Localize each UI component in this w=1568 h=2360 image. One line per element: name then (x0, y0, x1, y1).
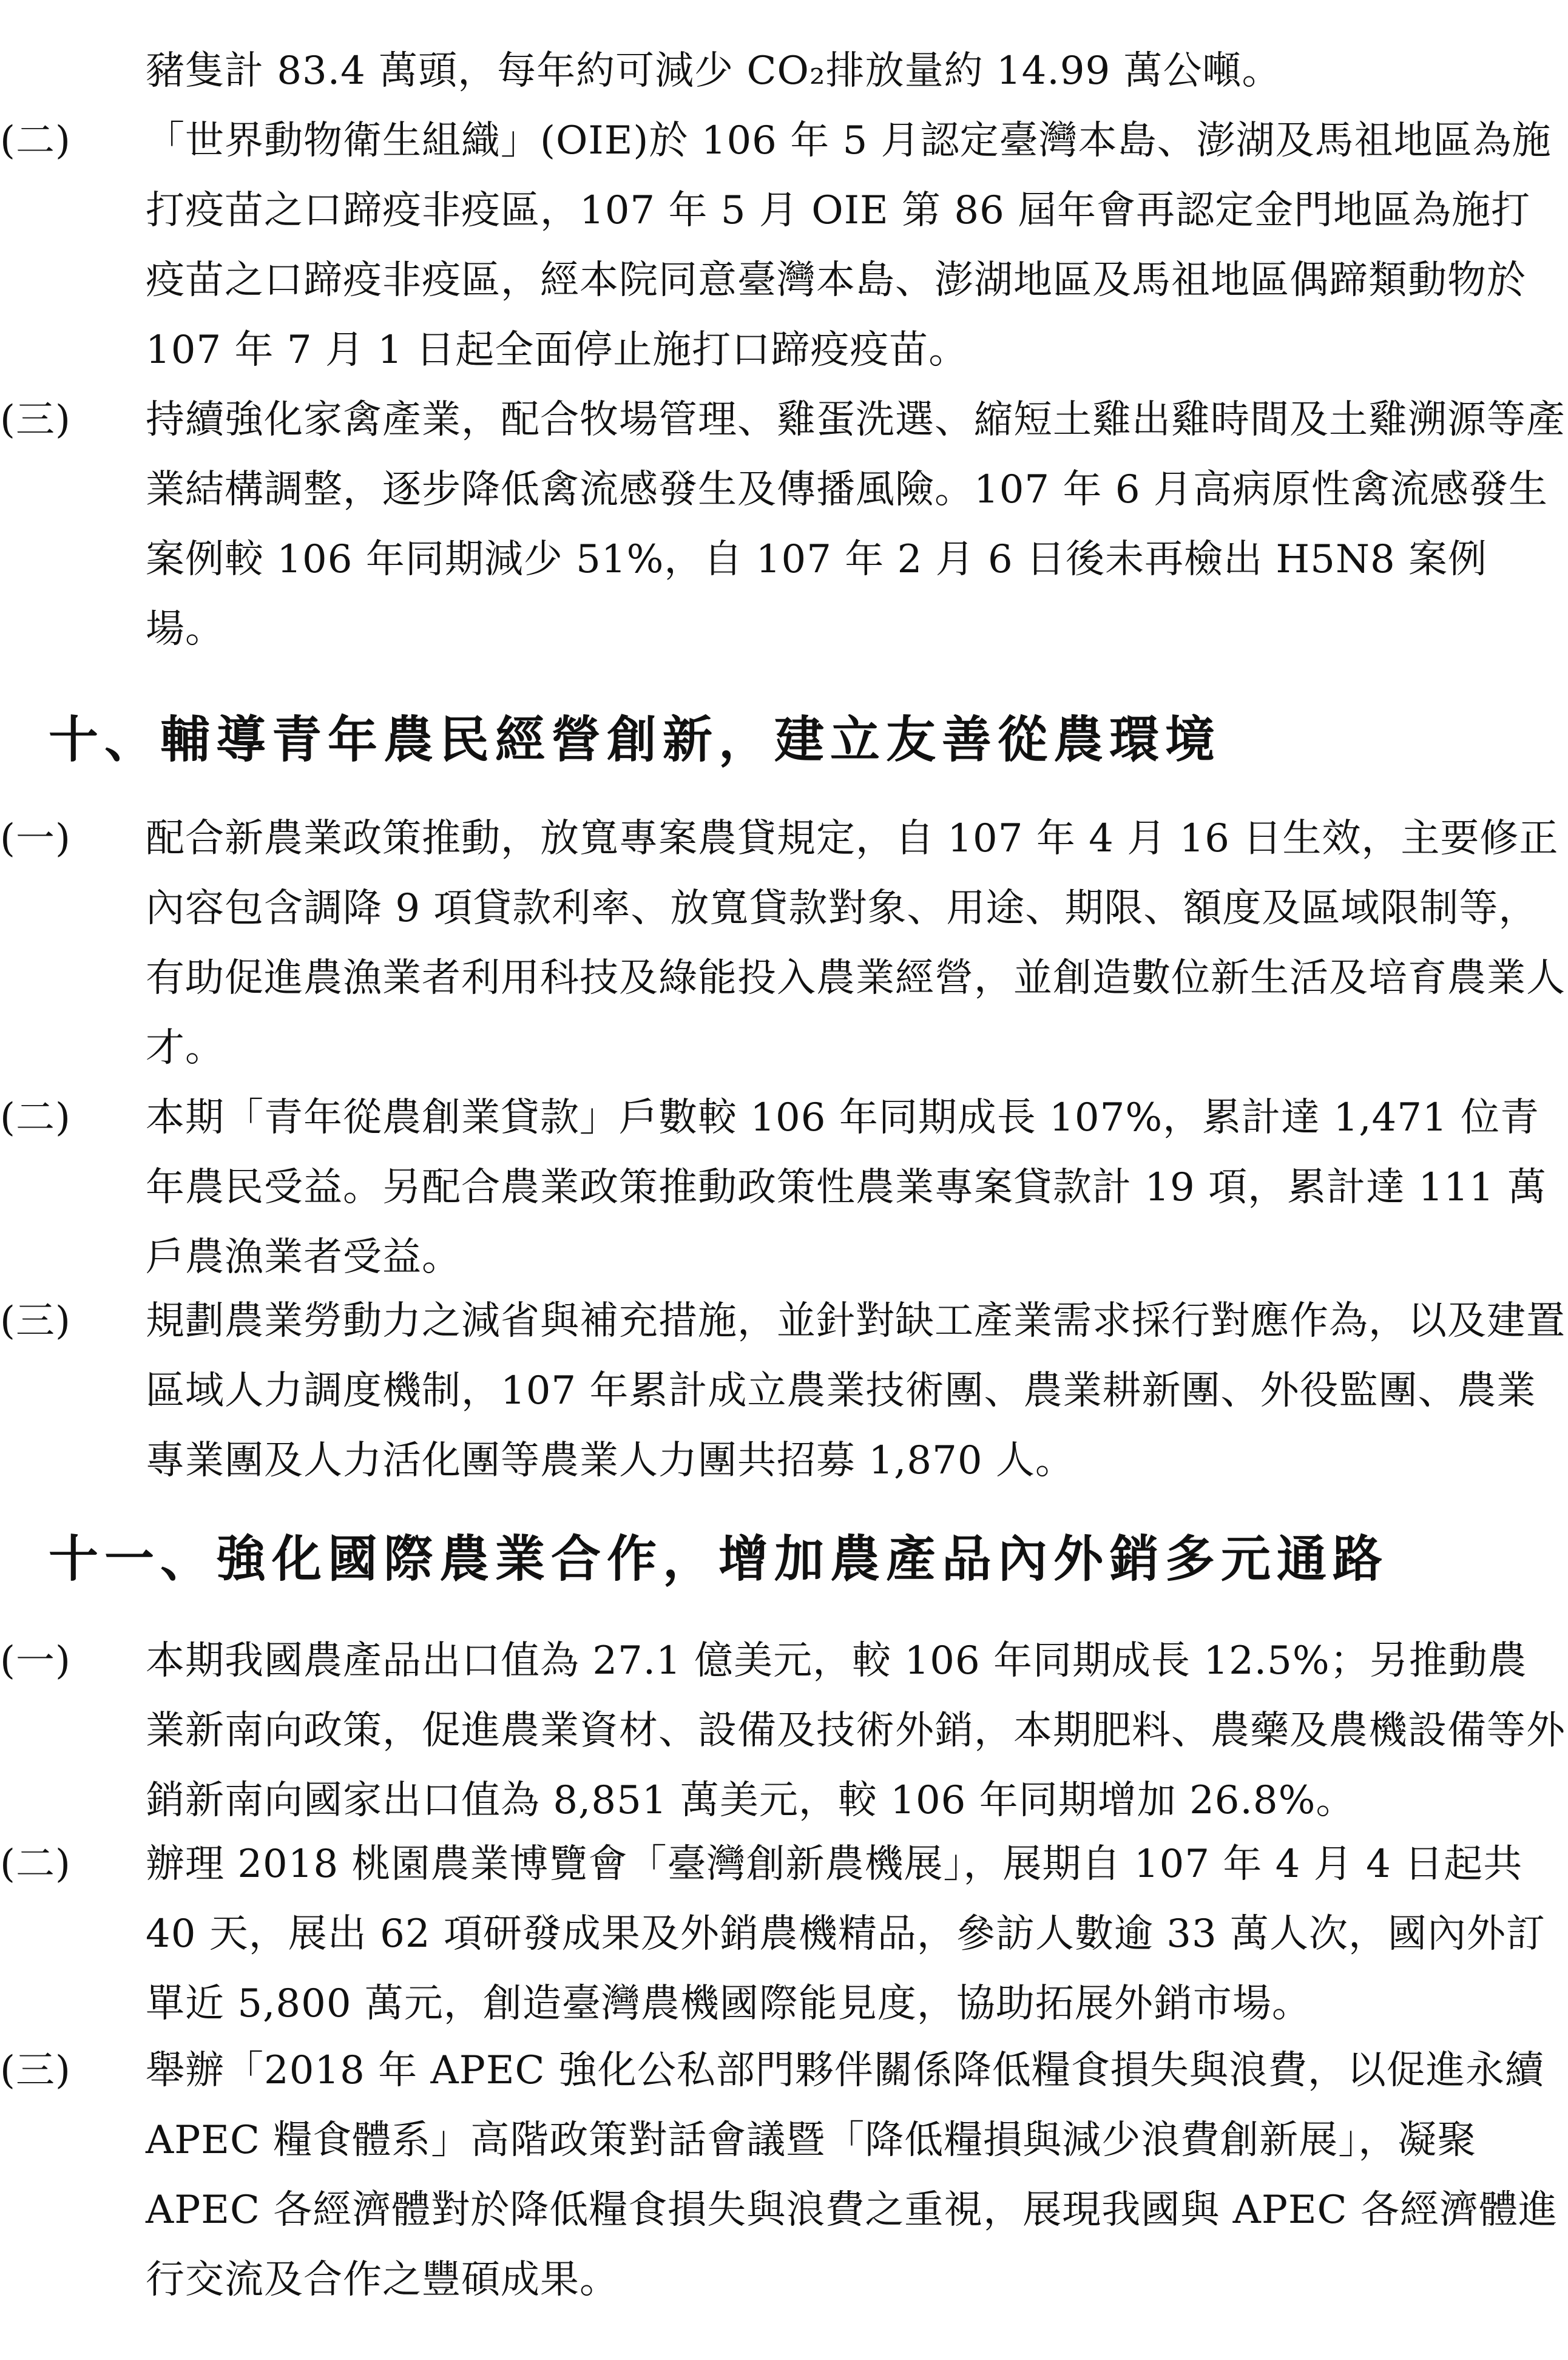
list-item (0, 385, 1566, 664)
item-number: (一) (0, 1638, 71, 1683)
item-text: 辦理 2018 桃園農業博覽會「臺灣創新農機展」，展期自 107 年 4 月 4 日起共 40 天，展出 62 項研發成果及外銷農機精品，參訪人數逾 33 萬人次，國內外訂單近 5,800 萬元，創造臺灣農機國際能見度，協助拓展外銷市場。 (146, 1842, 1546, 2026)
list-item (0, 1083, 1566, 1293)
item-text: 規劃農業勞動力之減省與補充措施，並針對缺工產業需求採行對應作為，以及建置區域人力調度機制，107 年累計成立農業技術團、農業耕新團、外役監團、農業專業團及人力活化團等農業人力團共招募 1,870 人。 (146, 1299, 1566, 1483)
section-heading: 十、輔導青年農民經營創新，建立友善從農環境 (49, 711, 1222, 769)
item-number: (二) (0, 1095, 71, 1140)
list-item (0, 804, 1566, 1083)
list-item (0, 1287, 1566, 1496)
list-item (0, 106, 1566, 385)
item-text: 「世界動物衛生組織」(OIE)於 106 年 5 月認定臺灣本島、澎湖及馬祖地區為施打疫苗之口蹄疫非疫區，107 年 5 月 OIE 第 86 屆年會再認定金門地區為施打疫苗之口蹄疫非疫區，經本院同意臺灣本島、澎湖地區及馬祖地區偶蹄類動物於 107 年 7 月 1 日起全面停止施打口蹄疫疫苗。 (146, 118, 1552, 373)
item-number: (二) (0, 118, 71, 163)
item-text: 本期「青年從農創業貸款」戶數較 106 年同期成長 107%，累計達 1,471 位青年農民受益。另配合農業政策推動政策性農業專案貸款計 19 項，累計達 111 萬戶農漁業者受益。 (146, 1095, 1547, 1280)
item-number: (三) (0, 397, 71, 442)
item-text: 本期我國農產品出口值為 27.1 億美元，較 106 年同期成長 12.5%；另推動農業新南向政策，促進農業資材、設備及技術外銷，本期肥料、農藥及農機設備等外銷新南向國家出口值為 8,851 萬美元，較 106 年同期增加 26.8%。 (146, 1638, 1566, 1823)
list-item (0, 1830, 1566, 2039)
item-number: (三) (0, 1299, 71, 1344)
list-item (0, 2036, 1566, 2315)
item-text: 舉辦「2018 年 APEC 強化公私部門夥伴關係降低糧食損失與浪費，以促進永續 APEC 糧食體系」高階政策對話會議暨「降低糧損與減少浪費創新展」，凝聚 APEC 各經濟體對於降低糧食損失與浪費之重視，展現我國與 APEC 各經濟體進行交流及合作之豐碩成果。 (146, 2048, 1558, 2302)
continuation-text: 豬隻計 83.4 萬頭，每年約可減少 CO₂排放量約 14.99 萬公噸。 (146, 49, 1282, 93)
item-number: (三) (0, 2048, 71, 2093)
item-text: 持續強化家禽產業，配合牧場管理、雞蛋洗選、縮短土雞出雞時間及土雞溯源等產業結構調整，逐步降低禽流感發生及傳播風險。107 年 6 月高病原性禽流感發生案例較 106 年同期減少 51%，自 107 年 2 月 6 日後未再檢出 H5N8 案例場。 (146, 397, 1566, 652)
item-number: (二) (0, 1842, 71, 1887)
item-text: 配合新農業政策推動，放寬專案農貸規定，自 107 年 4 月 16 日生效，主要修正內容包含調降 9 項貸款利率、放寬貸款對象、用途、期限、額度及區域限制等，有助促進農漁業者利用科技及綠能投入農業經營，並創造數位新生活及培育農業人才。 (146, 816, 1566, 1070)
item-number: (一) (0, 816, 71, 861)
section-heading: 十一、強化國際農業合作，增加農產品內外銷多元通路 (49, 1530, 1389, 1588)
list-item (0, 1626, 1566, 1836)
